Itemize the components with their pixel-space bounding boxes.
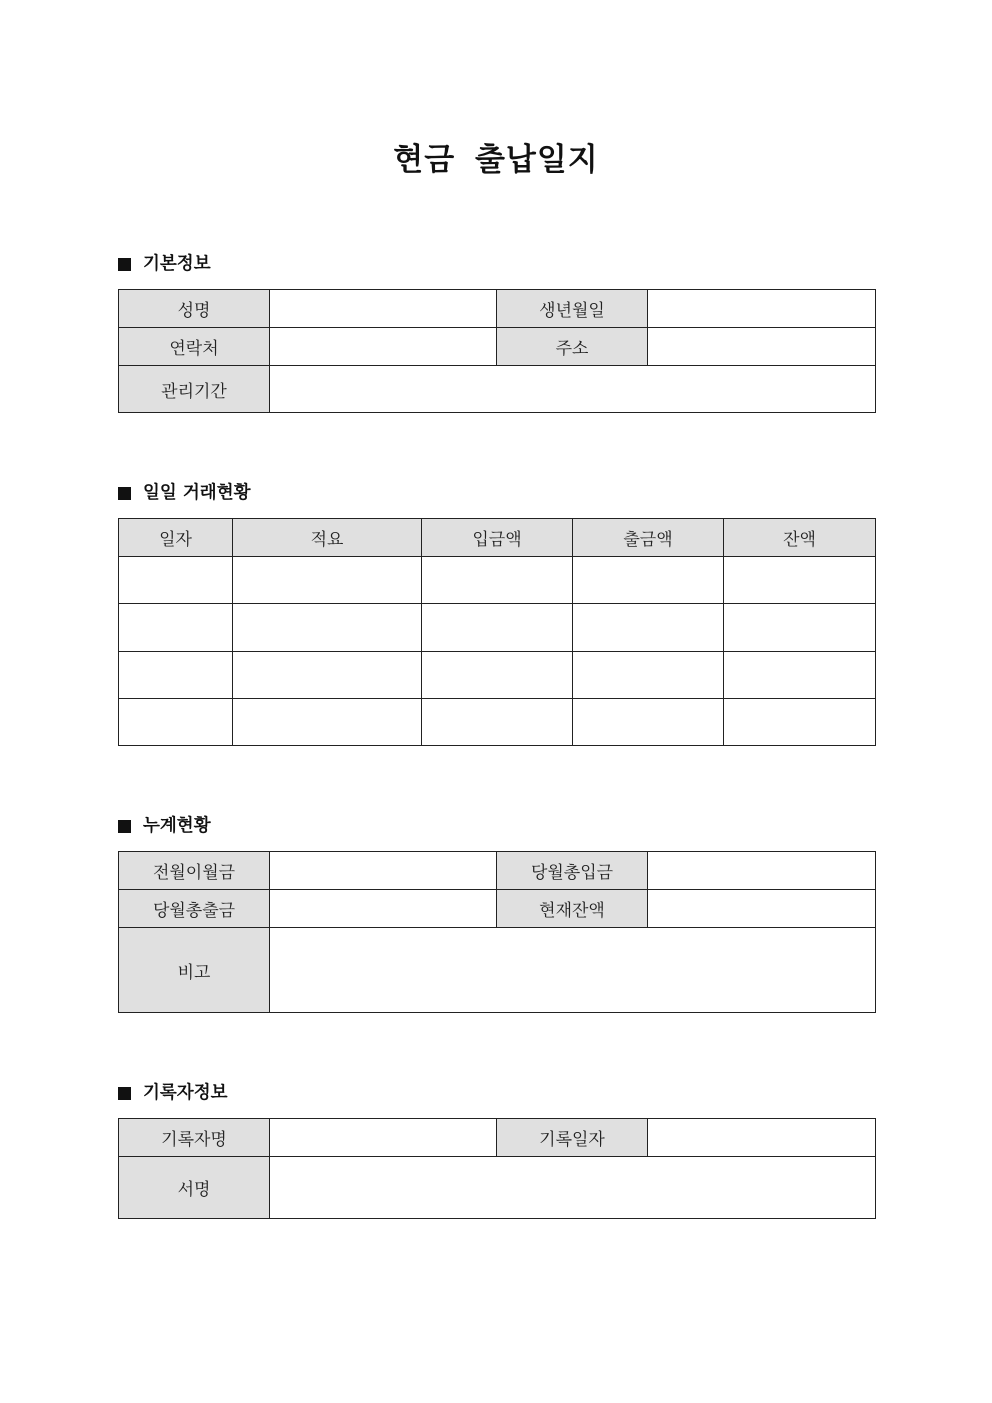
remarks-label: 비고 <box>119 928 270 1013</box>
prev-month-carryover-field[interactable] <box>270 852 497 890</box>
birthdate-field[interactable] <box>648 290 876 328</box>
signature-label: 서명 <box>119 1157 270 1219</box>
name-label: 성명 <box>119 290 270 328</box>
period-field[interactable] <box>270 366 876 413</box>
description-cell[interactable] <box>233 652 422 699</box>
contact-label: 연락처 <box>119 328 270 366</box>
column-header-date: 일자 <box>119 519 233 557</box>
birthdate-label: 생년월일 <box>497 290 648 328</box>
balance-cell[interactable] <box>724 699 876 746</box>
basic-info-table <box>118 289 876 413</box>
month-total-deposit-field[interactable] <box>648 852 876 890</box>
record-date-label: 기록일자 <box>497 1119 648 1157</box>
prev-month-carryover-label: 전월이월금 <box>119 852 270 890</box>
table-row <box>119 652 876 699</box>
name-field[interactable] <box>270 290 497 328</box>
month-total-withdrawal-label: 당월총출금 <box>119 890 270 928</box>
month-total-withdrawal-field[interactable] <box>270 890 497 928</box>
description-cell[interactable] <box>233 604 422 652</box>
section-daily-title: 일일 거래현황 <box>143 483 251 503</box>
deposit-cell[interactable] <box>422 604 573 652</box>
contact-field[interactable] <box>270 328 497 366</box>
recorder-table <box>118 1118 876 1219</box>
square-bullet-icon <box>118 1087 131 1100</box>
daily-transactions-table <box>118 518 876 746</box>
recorder-name-field[interactable] <box>270 1119 497 1157</box>
signature-field[interactable] <box>270 1157 876 1219</box>
column-header-withdrawal: 출금액 <box>573 519 724 557</box>
square-bullet-icon <box>118 258 131 271</box>
square-bullet-icon <box>118 487 131 500</box>
description-cell[interactable] <box>233 699 422 746</box>
withdrawal-cell[interactable] <box>573 604 724 652</box>
address-label: 주소 <box>497 328 648 366</box>
section-recorder-heading <box>118 1081 228 1105</box>
section-recorder-title: 기록자정보 <box>143 1083 228 1103</box>
date-cell[interactable] <box>119 652 233 699</box>
deposit-cell[interactable] <box>422 699 573 746</box>
section-basic-info-heading <box>118 252 211 276</box>
date-cell[interactable] <box>119 699 233 746</box>
recorder-name-label: 기록자명 <box>119 1119 270 1157</box>
remarks-field[interactable] <box>270 928 876 1013</box>
address-field[interactable] <box>648 328 876 366</box>
square-bullet-icon <box>118 820 131 833</box>
section-cumulative-heading <box>118 814 211 838</box>
record-date-field[interactable] <box>648 1119 876 1157</box>
section-cumulative-title: 누계현황 <box>143 816 211 836</box>
column-header-balance: 잔액 <box>724 519 876 557</box>
table-row <box>119 699 876 746</box>
withdrawal-cell[interactable] <box>573 557 724 604</box>
cumulative-table <box>118 851 876 1013</box>
page-title: 현금 출납일지 <box>393 142 599 178</box>
section-daily-heading <box>118 481 251 505</box>
section-basic-info-title: 기본정보 <box>143 254 211 274</box>
column-header-description: 적요 <box>233 519 422 557</box>
deposit-cell[interactable] <box>422 557 573 604</box>
withdrawal-cell[interactable] <box>573 652 724 699</box>
balance-cell[interactable] <box>724 604 876 652</box>
date-cell[interactable] <box>119 604 233 652</box>
table-row <box>119 604 876 652</box>
description-cell[interactable] <box>233 557 422 604</box>
current-balance-field[interactable] <box>648 890 876 928</box>
balance-cell[interactable] <box>724 652 876 699</box>
column-header-deposit: 입금액 <box>422 519 573 557</box>
table-row <box>119 557 876 604</box>
deposit-cell[interactable] <box>422 652 573 699</box>
balance-cell[interactable] <box>724 557 876 604</box>
date-cell[interactable] <box>119 557 233 604</box>
current-balance-label: 현재잔액 <box>497 890 648 928</box>
month-total-deposit-label: 당월총입금 <box>497 852 648 890</box>
period-label: 관리기간 <box>119 366 270 413</box>
withdrawal-cell[interactable] <box>573 699 724 746</box>
